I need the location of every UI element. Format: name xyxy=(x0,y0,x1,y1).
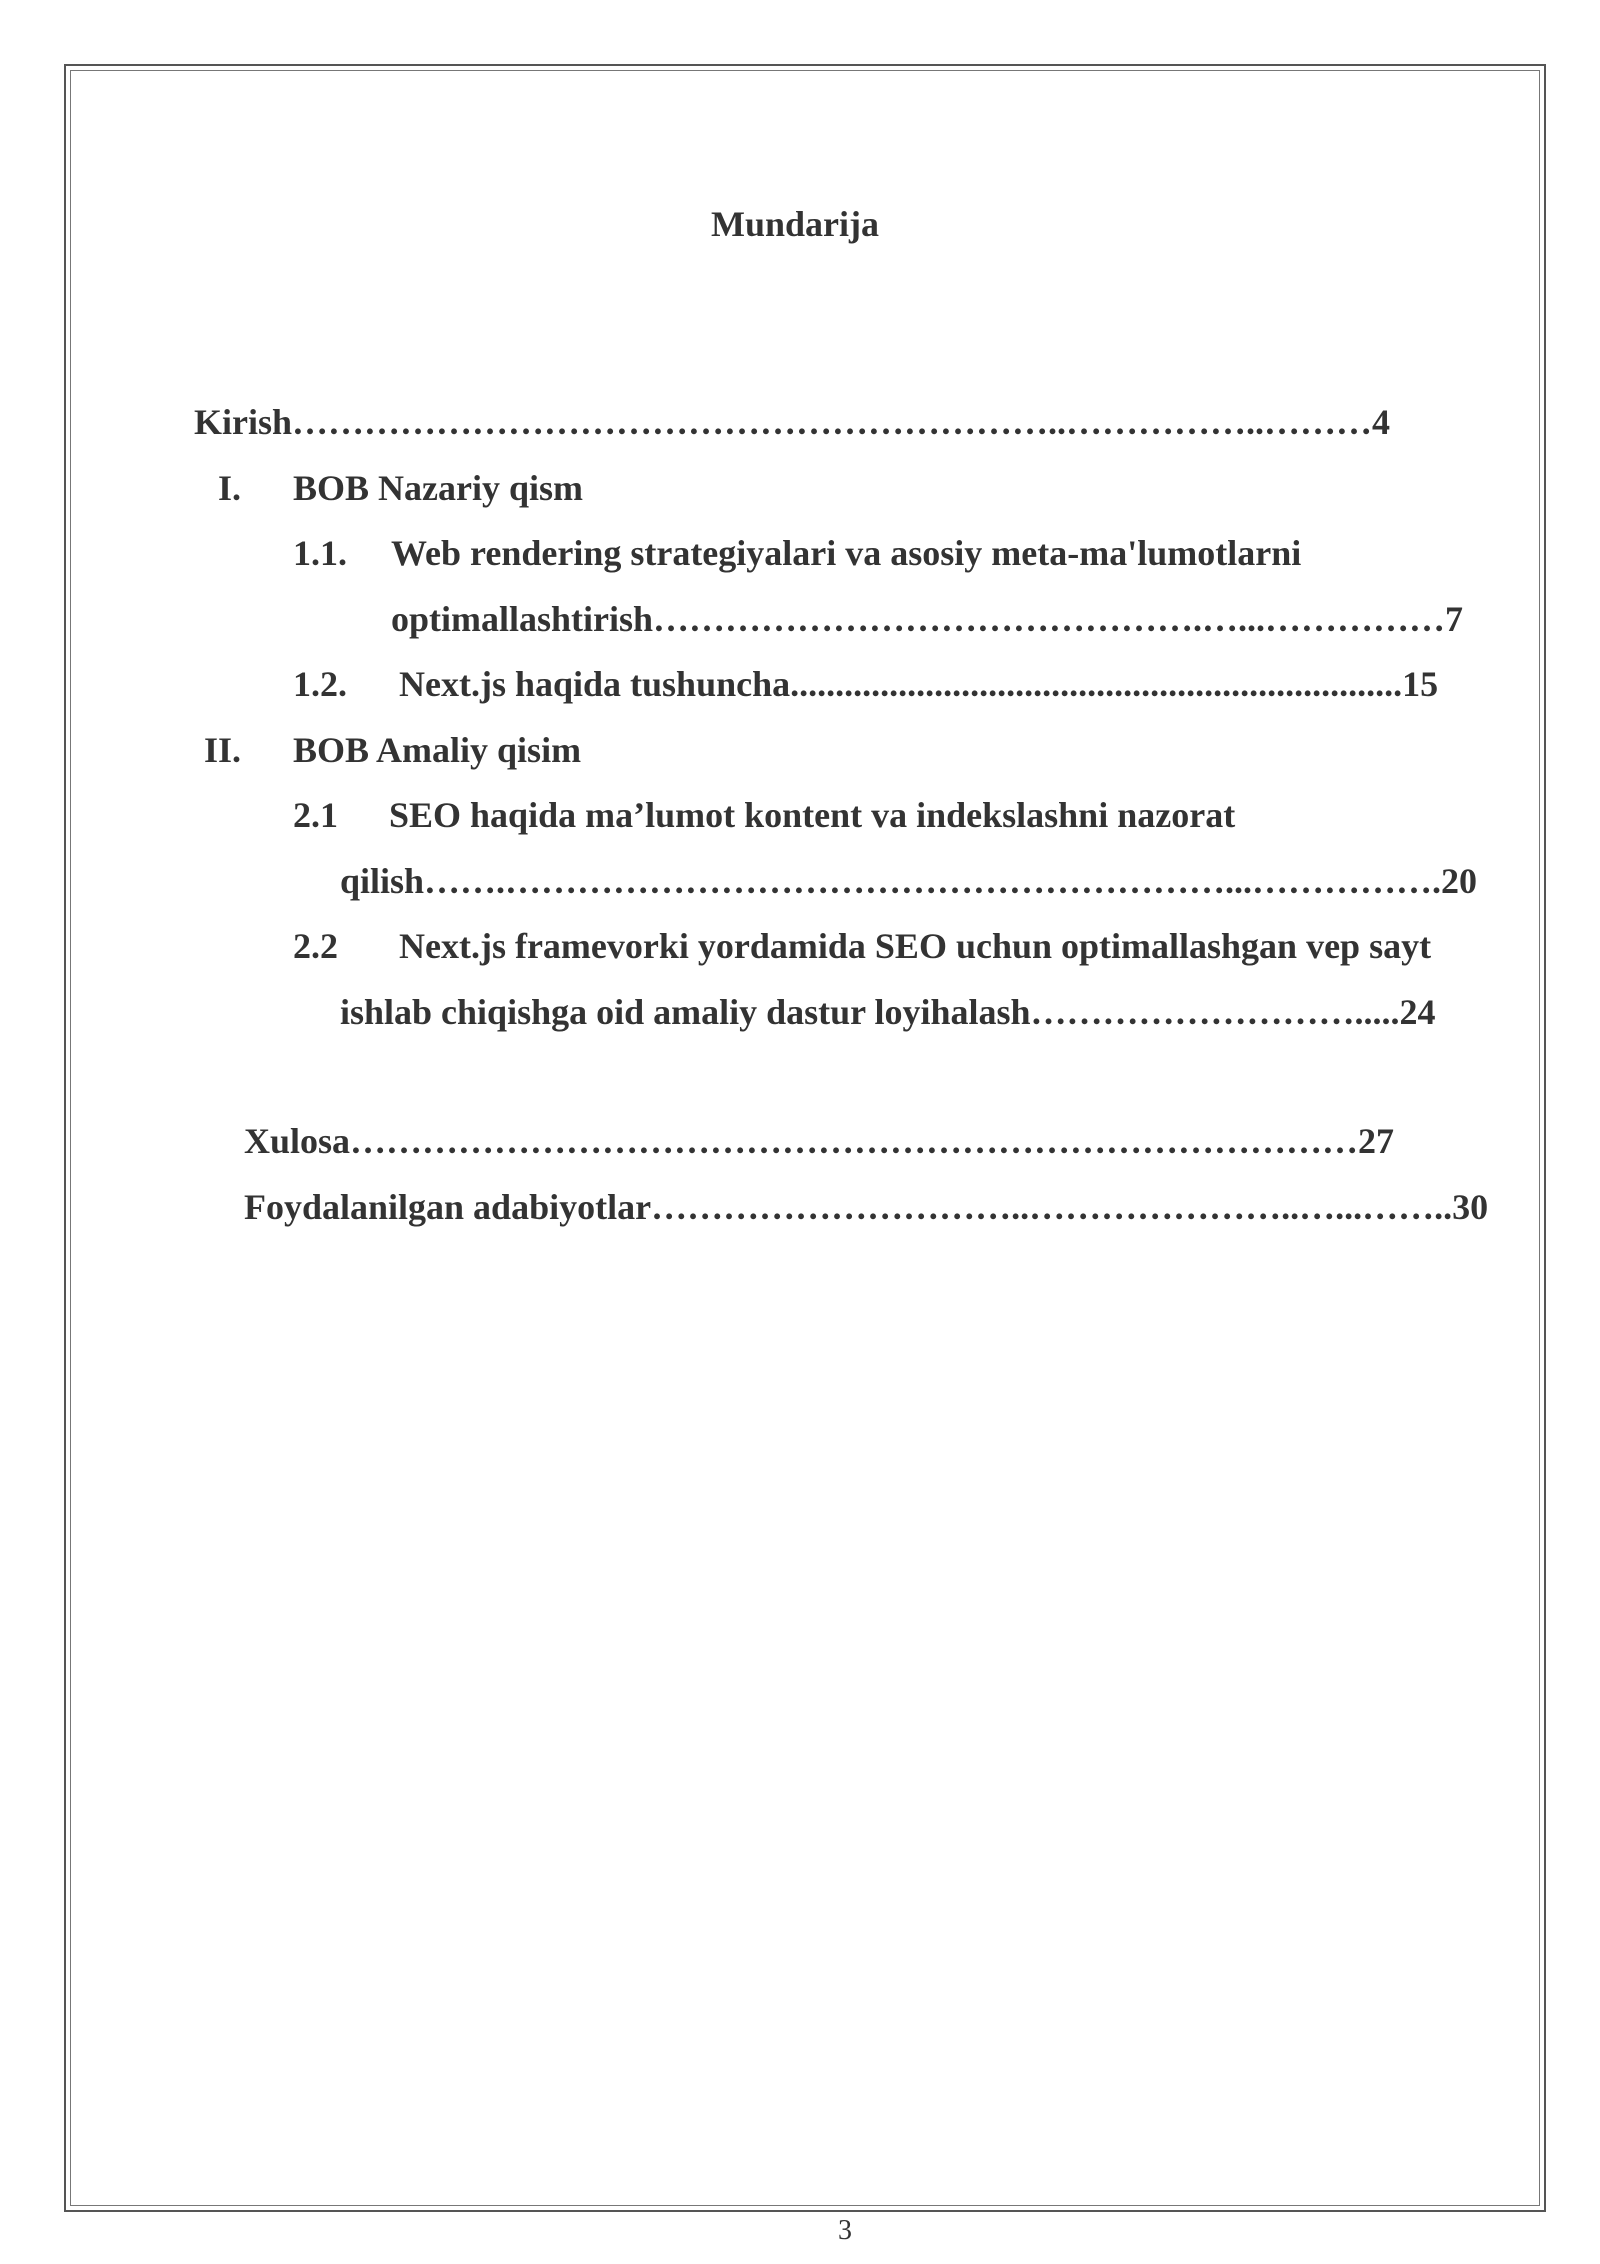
section-1-1-title: Web rendering strategiyalari va asosiy meta-ma'lumotlarni xyxy=(391,533,1302,573)
toc-title: Mundarija xyxy=(710,204,879,244)
section-1-1-number: 1.1. xyxy=(293,533,347,573)
toc-entry-kirish: Kirish………………………………………………………..……………..………4 xyxy=(194,402,1391,442)
chapter-2-title: BOB Amaliy qisim xyxy=(293,730,582,770)
section-2-2-title-cont: ishlab chiqishga oid amaliy dastur loyihalash……………………….....24 xyxy=(340,992,1436,1032)
page-number: 3 xyxy=(838,2215,852,2246)
toc-entry-xulosa: Xulosa…………………………………………………………………………27 xyxy=(244,1121,1395,1161)
section-2-1-title-cont: qilish…….……………………………………………………...…………….20 xyxy=(340,861,1478,901)
toc-entry-adabiyotlar: Foydalanilgan adabiyotlar…………………………..…………………..…...……..30 xyxy=(244,1187,1489,1227)
section-2-2-number: 2.2 xyxy=(293,926,338,966)
chapter-2-number: II. xyxy=(204,730,242,770)
section-2-1-number: 2.1 xyxy=(293,795,338,835)
section-1-2-title: Next.js haqida tushuncha....................................................................15 xyxy=(399,664,1439,704)
section-2-2-title: Next.js framevorki yordamida SEO uchun optimallashgan vep sayt xyxy=(399,926,1432,966)
chapter-1-number: I. xyxy=(218,468,242,508)
section-1-2-number: 1.2. xyxy=(293,664,347,704)
section-2-1-title: SEO haqida ma’lumot kontent va indekslashni nazorat xyxy=(389,795,1236,835)
chapter-1-title: BOB Nazariy qism xyxy=(293,468,584,508)
section-1-1-title-cont: optimallashtirish……………………………………….…...……………7 xyxy=(391,599,1464,639)
